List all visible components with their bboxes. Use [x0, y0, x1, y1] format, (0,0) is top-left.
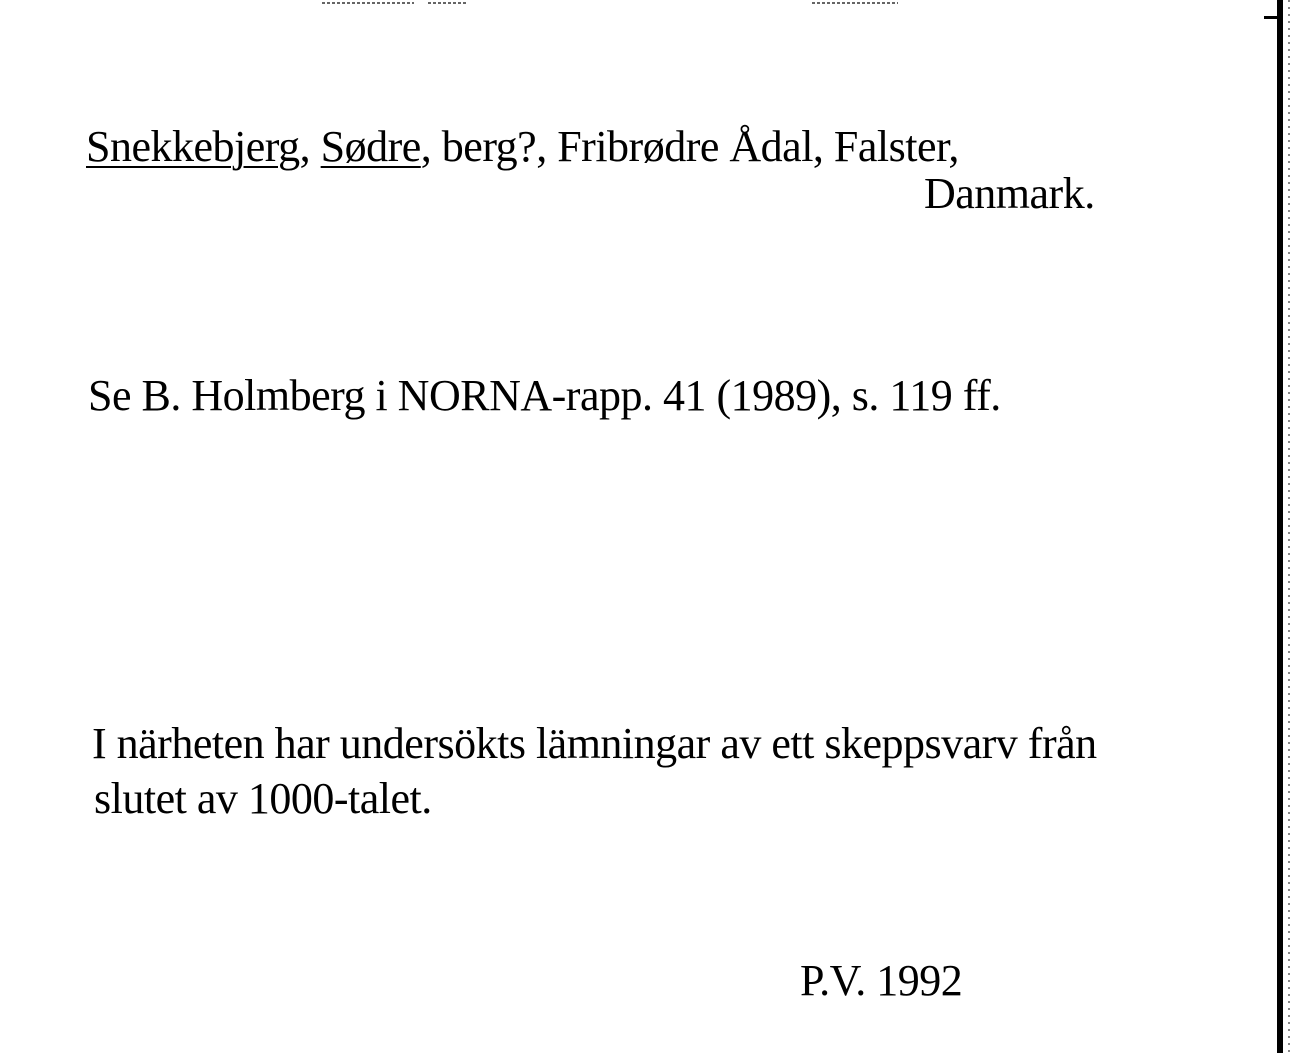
heading-separator: ,: [299, 122, 321, 171]
place-name: Snekkebjerg: [86, 122, 300, 171]
reference-text: Se B. Holmberg i NORNA-rapp. 41 (1989), s. 119 ff.: [88, 371, 1001, 420]
note-line-1: I närheten har undersökts lämningar av ett skeppsvarv från: [92, 719, 1097, 768]
scan-edge-border: [1277, 0, 1283, 1053]
signature: P.V. 1992: [800, 956, 963, 1005]
scan-top-artifact: [812, 2, 898, 4]
scan-edge-dots: [1288, 0, 1290, 1053]
scan-top-artifact: [322, 2, 414, 4]
heading-country: Danmark.: [924, 169, 1095, 218]
heading-rest: , berg?, Fribrødre Ådal, Falster,: [420, 122, 959, 171]
scan-top-artifact: [428, 2, 468, 4]
note-line-2: slutet av 1000-talet.: [94, 774, 432, 823]
heading-line-1: [86, 121, 959, 173]
place-variant: Sødre: [320, 122, 421, 171]
scan-edge-tick: [1264, 16, 1278, 19]
